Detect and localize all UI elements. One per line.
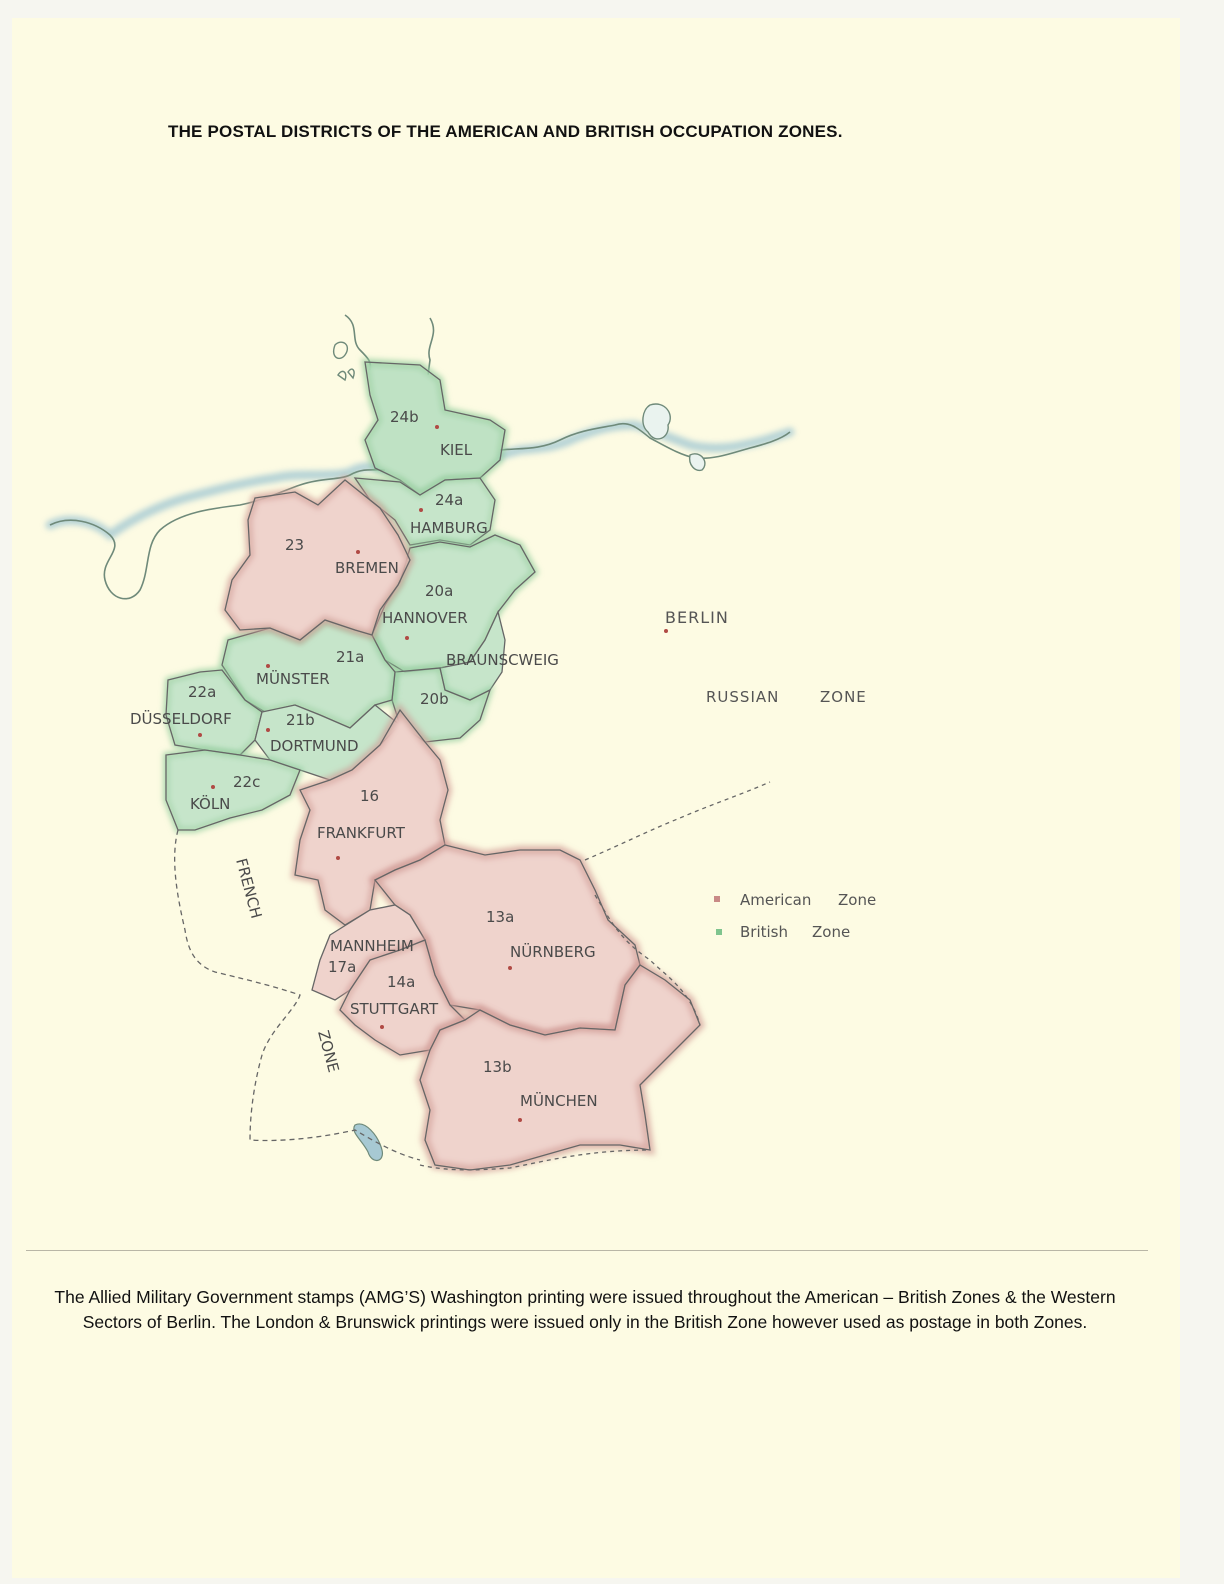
- legend-british-swatch: [716, 929, 722, 935]
- label-bremen: BREMEN: [335, 559, 399, 577]
- russian-zone-border: [585, 782, 770, 860]
- label-13a: 13a: [486, 908, 515, 926]
- legend-british-label: British: [740, 923, 788, 941]
- label-mannheim: MANNHEIM: [330, 937, 414, 955]
- legend-american-zone: Zone: [838, 891, 877, 909]
- legend-british-zone: Zone: [812, 923, 851, 941]
- label-22a: 22a: [188, 683, 217, 701]
- label-20b: 20b: [420, 690, 449, 708]
- label-munster: MÜNSTER: [256, 670, 330, 688]
- label-french: FRENCH: [232, 856, 266, 921]
- label-hamburg: HAMBURG: [410, 519, 488, 537]
- label-koln: KÖLN: [190, 795, 231, 813]
- legend-american-label: American: [740, 891, 812, 909]
- label-nurnberg: NÜRNBERG: [510, 943, 596, 961]
- label-21b: 21b: [286, 711, 315, 729]
- label-munchen: MÜNCHEN: [520, 1092, 598, 1110]
- page-title: THE POSTAL DISTRICTS OF THE AMERICAN AND BRITISH OCCUPATION ZONES.: [168, 122, 843, 141]
- label-kiel: KIEL: [440, 441, 473, 459]
- label-17a: 17a: [328, 958, 357, 976]
- label-22c: 22c: [233, 773, 261, 791]
- label-21a: 21a: [336, 648, 365, 666]
- label-13b: 13b: [483, 1058, 512, 1076]
- lake-constance: [354, 1124, 383, 1160]
- label-russian-zone: ZONE: [820, 688, 867, 706]
- label-hannover: HANNOVER: [382, 609, 468, 627]
- legend-american-swatch: [714, 896, 720, 902]
- label-14a: 14a: [387, 973, 416, 991]
- label-french-zone: ZONE: [314, 1028, 343, 1075]
- legend: [714, 891, 876, 941]
- label-dortmund: DORTMUND: [270, 737, 359, 755]
- frisian-islands: [334, 342, 354, 380]
- label-stuttgart: STUTTGART: [350, 1000, 439, 1018]
- label-24b: 24b: [390, 408, 419, 426]
- label-24a: 24a: [435, 491, 464, 509]
- label-braunschweig: BRAUNSCWEIG: [446, 651, 559, 669]
- label-russian: RUSSIAN: [706, 688, 780, 706]
- label-23: 23: [285, 536, 305, 554]
- caption-text: The Allied Military Government stamps (AMG’S) Washington printing were issued throughout the American – British Zones & the Western Sectors of Berlin. The London & Brunswick printings were issued only in the British Zone however used as postage in both Zones.: [54, 1287, 1116, 1332]
- label-frankfurt: FRANKFURT: [317, 824, 405, 842]
- divider-line: [26, 1250, 1148, 1251]
- label-dusseldorf: DÜSSELDORF: [130, 710, 232, 728]
- label-20a: 20a: [425, 582, 454, 600]
- label-16: 16: [360, 787, 380, 805]
- label-berlin: BERLIN: [665, 608, 729, 627]
